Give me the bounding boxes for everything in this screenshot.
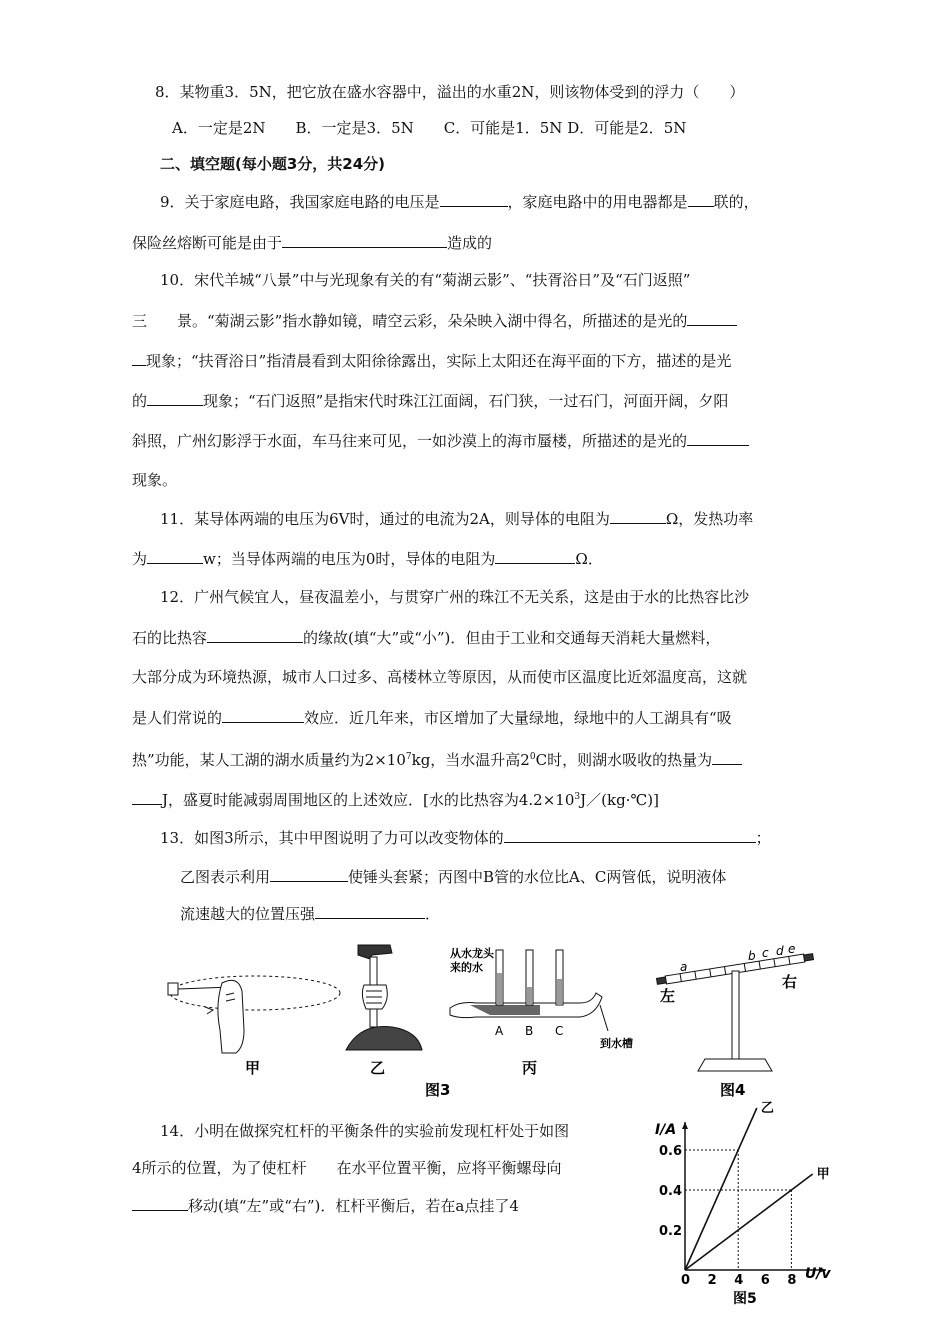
q10-blank-1b[interactable] [132,350,146,366]
q12-line1: 12．广州气候宜人，昼夜温差小，与贯穿广州的珠江不无关系，这是由于水的比热容比沙 [160,588,750,606]
section-title: 二、填空题(每小题3分，共24分) [160,155,386,173]
fig3-label-jia: 甲 [245,1059,261,1077]
q11-line1 [160,508,753,529]
fig3-jia-drawing [168,976,340,1053]
q13-text-1a: 13．如图3所示，其中甲图说明了力可以改变物体的 [160,829,504,847]
q9-text-2: ，家庭电路中的用电器都是 [507,193,688,211]
q13-text-2b: 使锤头套紧；丙图中B管的水位比A、C两管低，说明液体 [348,868,727,886]
q8-stem: 8．某物重3．5N，把它放在盛水容器中，溢出的水重2N，则该物体受到的浮力（ ） [155,83,745,101]
figure-5-chart [645,1101,845,1333]
fig5-y-tick-label: 0.6 [659,1144,683,1159]
q10-line6: 现象。 [132,471,178,489]
q11-blank-resistance[interactable] [610,508,666,524]
figure-3 [160,935,640,1100]
q12-text-6a: J，盛夏时能减弱周围地区的上述效应．[水的比热容为4.2×10 [162,791,575,809]
q10-line2 [132,310,737,331]
q13-line2 [180,866,726,887]
q13-text-2a: 乙图表示利用 [180,868,271,886]
fig5-axes [682,1122,826,1273]
q9-blank-connection[interactable] [688,191,714,207]
q11-blank-power[interactable] [147,548,203,564]
fig3-caption: 图3 [425,1081,451,1099]
q12-text-5b: kg，当水温升高2 [411,751,530,769]
q13-blank-motion[interactable] [504,827,756,843]
q14-line2: 4所示的位置，为了使杠杆 在水平位置平衡，应将平衡螺母向 [132,1159,562,1177]
q14-line3 [132,1195,519,1216]
q13-text-3b: ． [425,905,441,923]
q12-sup-0: 0 [529,752,536,762]
q14-blank-direction[interactable] [132,1195,188,1211]
q10-text-2a: 三 景。“菊湖云影”指水静如镜，晴空云彩，朵朵映入湖中得名，所描述的是光的 [132,312,688,330]
q12-text-2b: 的缘故(填“大”或“小”)．但由于工业和交通每天消耗大量燃料， [303,629,721,647]
q12-text-2a: 石的比热容 [132,629,208,647]
q8-options: A．一定是2N B．一定是3．5N C．可能是1．5N D．可能是2．5N [172,119,687,137]
q9-line1 [160,191,759,212]
q11-text-2a: 为 [132,550,148,568]
fig5-series-label: 乙 [760,1101,774,1116]
q12-text-6b: J／(kg·℃)] [580,791,659,809]
fig5-y-tick-label: 0.4 [659,1184,683,1199]
q12-text-4a: 是人们常说的 [132,709,223,727]
q13-blank-pressure[interactable] [315,903,425,919]
fig3-label-c: C [555,1024,564,1038]
fig5-ylabel: I/A [655,1122,677,1138]
fig4-label-d: d [776,944,784,958]
q12-line3: 大部分成为环境热源，城市人口过多、高楼林立等原因，从而使市区温度比近郊温度高，这就 [132,668,748,686]
fig5-guides [685,1150,791,1270]
fig5-lines [685,1101,830,1270]
fig3-label-a: A [495,1024,504,1038]
fig4-label-b: b [748,949,756,963]
fig4-caption: 图4 [720,1081,746,1099]
q12-sup-7: 7 [405,752,412,762]
q10-line5 [132,430,749,451]
fig3-drain-label: 到水槽 [600,1037,633,1050]
fig5-xlabel: U/v [805,1266,831,1282]
q10-text-3: 现象；“扶胥浴日”指清晨看到太阳徐徐露出，实际上太阳还在海平面的下方，描述的是光 [146,352,732,370]
q13-line1 [160,827,771,848]
q10-blank-2[interactable] [147,390,203,406]
q10-text-4b: 现象；“石门返照”是指宋代时珠江江面阔，石门狭，一过石门，河面开阔，夕阳 [203,392,729,410]
fig3-yi-drawing [346,945,422,1050]
fig5-y-arrow [682,1122,688,1129]
fig4-label-left: 左 [660,987,676,1005]
fig5-x-tick-label: 8 [787,1273,797,1288]
fig5-x-tick-label: 4 [734,1273,744,1288]
fig5-caption: 图5 [733,1291,757,1307]
q12-text-4b: 效应．近几年来，市区增加了大量绿地，绿地中的人工湖具有“吸 [304,709,732,727]
q9-text-3: 联的， [713,193,759,211]
q10-text-4a: 的 [132,392,148,410]
q12-blank-heat-a[interactable] [712,749,742,765]
fig3-label-yi: 乙 [370,1059,386,1077]
figure-4 [650,935,820,1100]
fig5-series-line [685,1174,813,1270]
q10-line1: 10．宋代羊城“八景”中与光现象有关的有“菊湖云影”、“扶胥浴日”及“石门返照” [160,271,691,289]
q9-blank-voltage[interactable] [440,191,508,207]
q11-text-1b: Ω，发热功率 [665,510,754,528]
fig5-ticks [659,1144,796,1288]
fig4-label-c: c [762,946,769,960]
q11-text-1a: 11．某导体两端的电压为6V时，通过的电流为2A，则导体的电阻为 [160,510,610,528]
fig3-label-b: B [525,1024,534,1038]
q9-line2 [132,232,492,253]
q12-line6 [132,787,659,810]
q11-text-2c: Ω． [575,550,603,568]
fig5-x-tick-label: 0 [681,1273,691,1288]
fig3-tap-label-1: 从水龙头 [450,947,494,960]
q10-line4 [132,390,728,411]
q14-text-3b: 移动(填“左”或“右”)．杠杆平衡后，若在a点挂了4 [188,1197,519,1215]
q13-text-1b: ； [755,829,771,847]
q9-text-1: 9．关于家庭电路，我国家庭电路的电压是 [160,193,440,211]
q12-line4 [132,707,732,728]
q11-text-2b: w；当导体两端的电压为0时，导体的电阻为 [203,550,496,568]
fig5-x-tick-label: 2 [707,1273,717,1288]
q9-blank-cause[interactable] [282,232,447,248]
q12-text-5a: 热”功能，某人工湖的湖水质量约为2×10 [132,751,406,769]
q10-blank-3[interactable] [687,430,749,446]
fig5-x-tick-label: 6 [760,1273,770,1288]
fig3-label-bing: 丙 [522,1059,538,1077]
q13-line3 [180,903,440,924]
fig4-label-e: e [788,942,796,956]
q10-line3 [132,350,731,371]
fig5-series-label: 甲 [816,1167,830,1182]
q12-sup-3: 3 [574,792,581,802]
q12-blank-heat-b[interactable] [132,789,162,805]
q13-text-3a: 流速越大的位置压强 [180,905,316,923]
q10-blank-1a[interactable] [687,310,737,326]
q13-blank-inertia[interactable] [270,866,348,882]
q12-line5 [132,747,742,770]
q11-line2 [132,548,603,569]
q14-line1: 14．小明在做探究杠杆的平衡条件的实验前发现杠杆处于如图 [160,1122,570,1140]
q9-text-5: 造成的 [447,234,493,252]
q12-line2 [132,627,720,648]
fig5-y-tick-label: 0.2 [659,1224,683,1239]
q12-text-5c: C时，则湖水吸收的热量为 [535,751,713,769]
q10-text-5: 斜照，广州幻影浮于水面，车马往来可见，一如沙漠上的海市蜃楼，所描述的是光的 [132,432,688,450]
q12-blank-heat-capacity[interactable] [207,627,303,643]
q12-blank-effect[interactable] [222,707,304,723]
fig3-tap-label-2: 来的水 [450,961,483,974]
fig4-label-right: 右 [782,973,798,991]
fig4-label-a: a [680,960,688,974]
fig5-series-line [685,1108,757,1270]
q9-text-4: 保险丝熔断可能是由于 [132,234,283,252]
q11-blank-resistance-zero[interactable] [495,548,575,564]
